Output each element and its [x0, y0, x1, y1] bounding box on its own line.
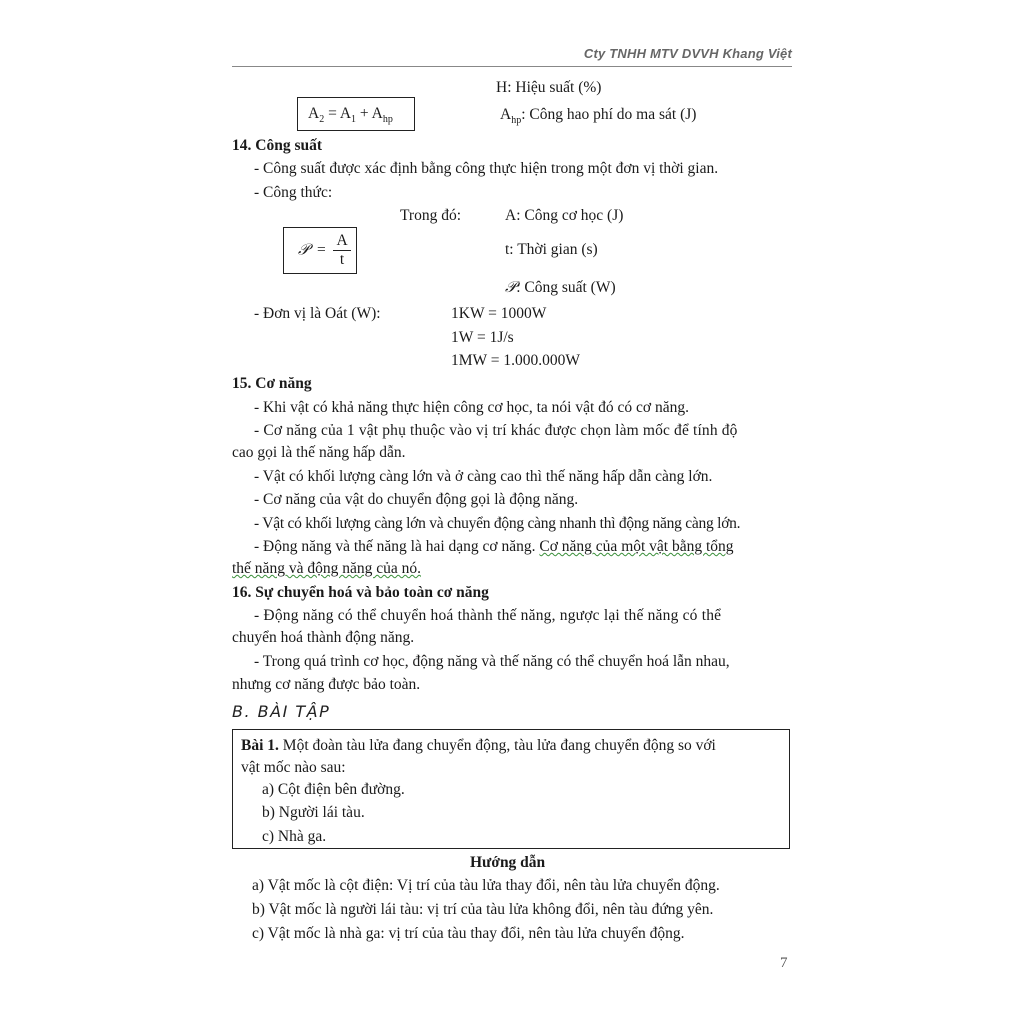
header-rule [232, 66, 792, 67]
exercise-1-question-2: vật mốc nào sau: [241, 759, 346, 776]
s15-line-6c: thế năng và động năng của nó. [232, 560, 421, 577]
s14-p-label: 𝒫: Công suất (W) [505, 279, 616, 296]
s14-unit-3: 1MW = 1.000.000W [451, 352, 581, 369]
guide-a: a) Vật mốc là cột điện: Vị trí của tàu lửa thay đổi, nên tàu lửa chuyển động. [252, 877, 720, 894]
s14-where: Trong đó: [400, 207, 462, 224]
s14-line-1: - Công suất được xác định bằng công thực hiện trong một đơn vị thời gian. [254, 160, 719, 177]
s14-unit-2: 1W = 1J/s [451, 329, 514, 346]
s14-unit-1: 1KW = 1000W [451, 305, 547, 322]
section-16-title: 16. Sự chuyển hoá và bảo toàn cơ năng [232, 584, 489, 601]
exercise-1-question-1: Bài 1. Một đoàn tàu lửa đang chuyển động, tàu lửa đang chuyển động so với [241, 737, 716, 754]
s15-line-2b: cao gọi là thế năng hấp dẫn. [232, 444, 406, 461]
header-company: Cty TNHH MTV DVVH Khang Việt [583, 46, 792, 61]
s14-t-label: t: Thời gian (s) [505, 241, 598, 258]
section-15-title: 15. Cơ năng [232, 375, 312, 392]
exercise-1-option-b: b) Người lái tàu. [262, 804, 365, 821]
guide-b: b) Vật mốc là người lái tàu: vị trí của tàu lửa không đổi, nên tàu đứng yên. [252, 901, 714, 918]
s15-line-3: - Vật có khối lượng càng lớn và ở càng cao thì thế năng hấp dẫn càng lớn. [254, 468, 713, 485]
guide-title: Hướng dẫn [470, 854, 546, 871]
s15-line-6a: - Động năng và thế năng là hai dạng cơ năng. Cơ năng của một vật bằng tổng [254, 538, 734, 555]
work-formula-box [297, 97, 415, 131]
s16-line-1a: - Động năng có thể chuyển hoá thành thế năng, ngược lại thế năng có thể [254, 607, 722, 624]
guide-c: c) Vật mốc là nhà ga: vị trí của tàu thay đổi, nên tàu lửa chuyển động. [252, 925, 685, 942]
s14-unit-intro: - Đơn vị là Oát (W): [254, 305, 381, 322]
s16-line-1b: chuyển hoá thành động năng. [232, 629, 415, 646]
power-formula: 𝒫 = $\frac{A}{t}$ [298, 232, 351, 269]
s14-a-label: A: Công cơ học (J) [505, 207, 624, 224]
s16-line-2b: nhưng cơ năng được bảo toàn. [232, 676, 421, 693]
section-b-title: B. BÀI TẬP [232, 702, 331, 721]
s14-line-2: - Công thức: [254, 184, 333, 201]
section-14-title: 14. Công suất [232, 137, 323, 154]
loss-work-label: $A_{hp}$: Công hao phí do ma sát (J) [500, 106, 697, 127]
s15-line-1: - Khi vật có khả năng thực hiện công cơ học, ta nói vật đó có cơ năng. [254, 399, 689, 416]
s15-line-2a: - Cơ năng của 1 vật phụ thuộc vào vị trí khác được chọn làm mốc để tính độ [254, 422, 738, 439]
exercise-1-option-a: a) Cột điện bên đường. [262, 781, 405, 798]
s15-line-4: - Cơ năng của vật do chuyển động gọi là động năng. [254, 491, 579, 508]
s15-line-5: - Vật có khối lượng càng lớn và chuyển động càng nhanh thì động năng càng lớn. [254, 515, 741, 532]
work-formula: $A_2 = A_1 + A_{hp}$ [308, 105, 393, 126]
page-number: 7 [780, 955, 788, 971]
s16-line-2a: - Trong quá trình cơ học, động năng và thế năng có thể chuyển hoá lẫn nhau, [254, 653, 730, 670]
efficiency-label: H: Hiệu suất (%) [496, 79, 602, 96]
exercise-1-option-c: c) Nhà ga. [262, 828, 327, 845]
power-formula-box [283, 227, 357, 274]
